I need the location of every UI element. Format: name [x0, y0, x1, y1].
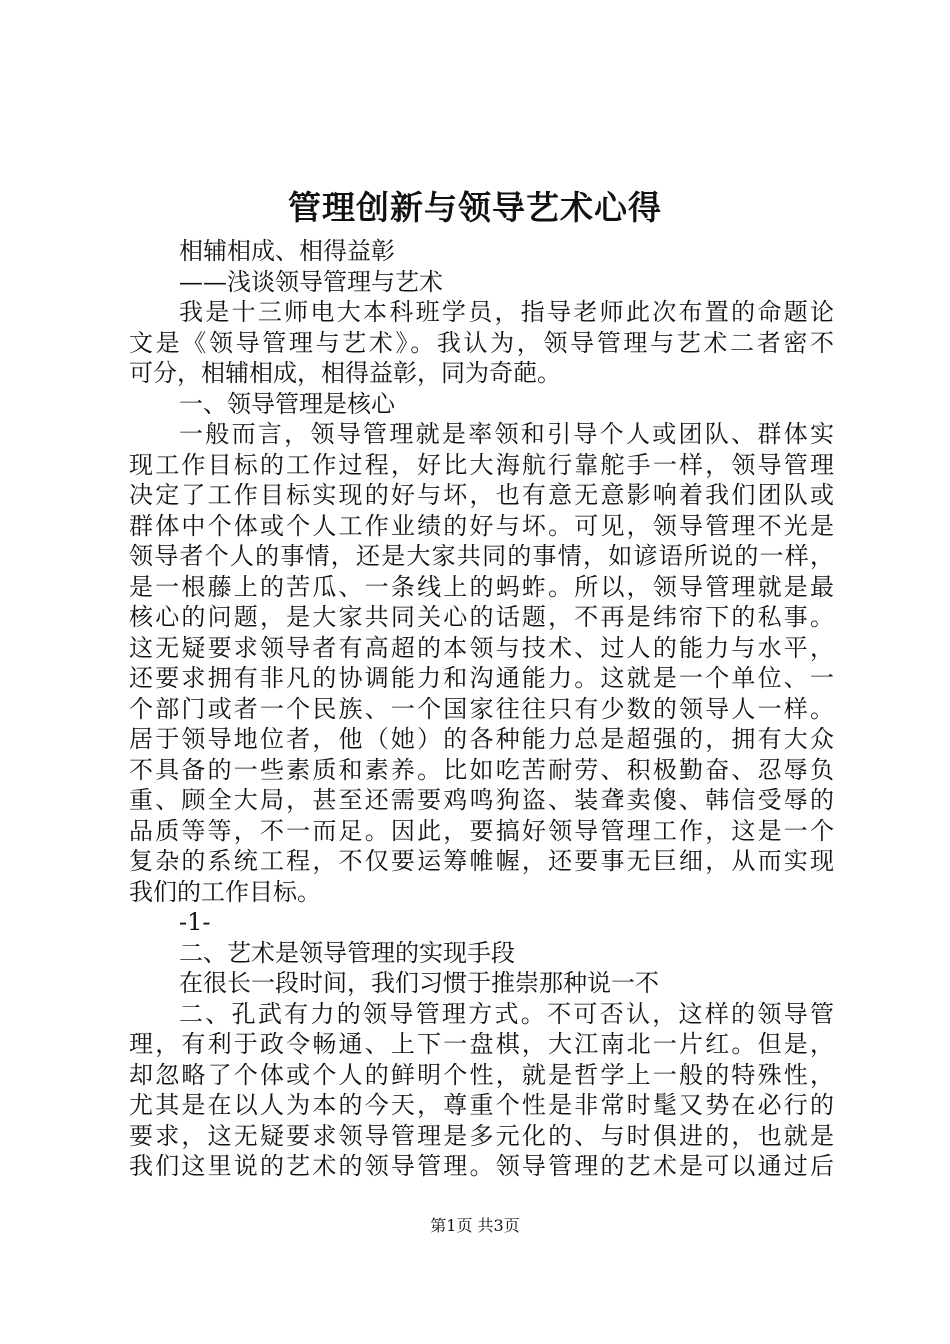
text-line: 群体中个体或个人工作业绩的好与坏。可见，领导管理不光是 — [129, 511, 834, 540]
document-title: 管理创新与领导艺术心得 — [288, 188, 662, 227]
text-line: 在很长一段时间，我们习惯于推崇那种说一不 — [179, 969, 659, 997]
text-line: 不具备的一些素质和素养。比如吃苦耐劳、积极勤奋、忍辱负 — [129, 755, 834, 784]
text-line: 相辅相成、相得益彰 — [179, 237, 395, 265]
text-line: 我是十三师电大本科班学员，指导老师此次布置的命题论 — [179, 298, 834, 326]
text-line: 领导者个人的事情，还是大家共同的事情，如谚语所说的一样， — [129, 542, 834, 570]
text-line: 还要求拥有非凡的协调能力和沟通能力。这就是一个单位、一 — [129, 664, 834, 692]
text-line: 尤其是在以人为本的今天，尊重个性是非常时髦又势在必行的 — [129, 1091, 834, 1119]
text-line: ——浅谈领导管理与艺术 — [179, 267, 443, 296]
text-line: 我们这里说的艺术的领导管理。领导管理的艺术是可以通过后 — [129, 1152, 834, 1180]
text-line: 复杂的系统工程，不仅要运筹帷幄，还要事无巨细，从而实现 — [129, 847, 834, 875]
text-line: 居于领导地位者，他（她）的各种能力总是超强的，拥有大众 — [129, 725, 834, 753]
text-line: 个部门或者一个民族、一个国家往往只有少数的领导人一样。 — [129, 694, 834, 723]
text-line: 重、顾全大局，甚至还需要鸡鸣狗盗、装聋卖傻、韩信受辱的 — [129, 786, 834, 814]
text-line: 决定了工作目标实现的好与坏，也有意无意影响着我们团队或 — [129, 481, 834, 509]
text-line: 这无疑要求领导者有高超的本领与技术、过人的能力与水平， — [129, 633, 834, 662]
text-line: 品质等等，不一而足。因此，要搞好领导管理工作，这是一个 — [129, 816, 834, 845]
page-indicator: 第1页 共3页 — [430, 1216, 520, 1235]
text-line: 文是《领导管理与艺术》。我认为，领导管理与艺术二者密不 — [129, 328, 834, 357]
text-line: 理，有利于政令畅通、上下一盘棋，大江南北一片红。但是， — [129, 1030, 834, 1058]
text-line: 可分，相辅相成，相得益彰，同为奇葩。 — [129, 359, 561, 387]
page-marker: -1- — [179, 908, 211, 936]
text-line: 二、孔武有力的领导管理方式。不可否认，这样的领导管 — [179, 999, 834, 1028]
text-line: 我们的工作目标。 — [129, 877, 321, 906]
page-footer — [0, 1214, 950, 1238]
text-line: 一般而言，领导管理就是率领和引导个人或团队、群体实 — [179, 420, 834, 448]
section-heading: 一、领导管理是核心 — [179, 389, 395, 418]
text-line: 却忽略了个体或个人的鲜明个性，就是哲学上一般的特殊性， — [129, 1060, 834, 1089]
text-line: 要求，这无疑要求领导管理是多元化的、与时俱进的，也就是 — [129, 1121, 834, 1150]
text-line: 是一根藤上的苦瓜、一条线上的蚂蚱。所以，领导管理就是最 — [129, 572, 834, 601]
document-body — [129, 236, 834, 1182]
text-line: 核心的问题，是大家共同关心的话题，不再是纬帘下的私事。 — [129, 603, 834, 631]
text-line: 现工作目标的工作过程，好比大海航行靠舵手一样，领导管理 — [129, 450, 834, 479]
section-heading: 二、艺术是领导管理的实现手段 — [179, 938, 515, 967]
